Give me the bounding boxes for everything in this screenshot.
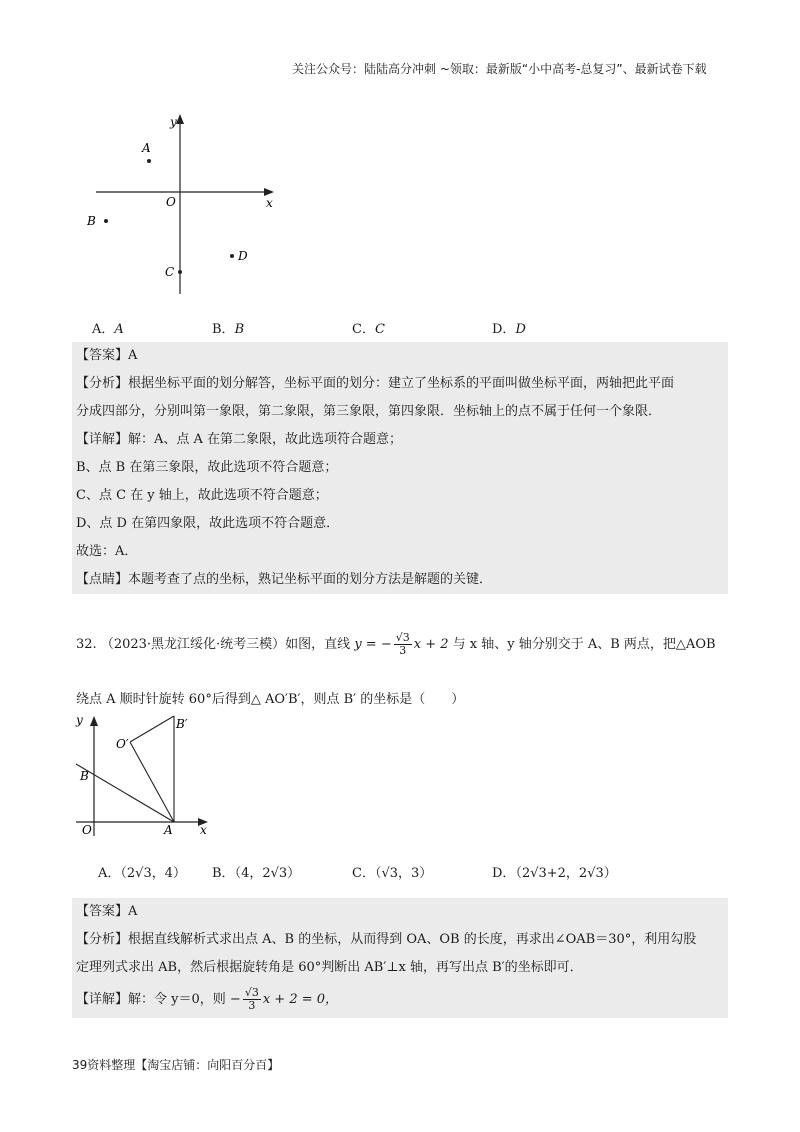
q31-point-a xyxy=(147,159,151,163)
q32-source: （2023·黑龙江绥化·统考三模）如图，直线 xyxy=(100,637,351,652)
q32-stem-line-1 xyxy=(76,630,716,660)
q31-comment: 【点睛】本题考查了点的坐标，熟记坐标平面的划分方法是解题的关键． xyxy=(76,572,493,587)
q32-solution xyxy=(72,898,728,1018)
footer-note: 39资料整理【淘宝店铺：向阳百分百】 xyxy=(72,1058,280,1072)
q32-equation-rhs: x + 2 xyxy=(413,637,449,652)
q31-detail-line-5: 故选：A． xyxy=(76,544,138,559)
q31-detail-line-1: 【详解】解：A、点 A 在第二象限，故此选项符合题意； xyxy=(76,432,403,447)
q31-point-b xyxy=(104,219,108,223)
q32-option-a: A．（2√3，4） xyxy=(98,866,186,881)
q32-equation-lhs: y = − xyxy=(354,637,392,652)
q32-equation-fraction: $\frac{√3}{3}$ xyxy=(395,631,410,657)
q32-line-ab xyxy=(76,764,174,822)
q32-detail-line-1: 【详解】解：令 y＝0，则 − $\frac{√3}{3}$ x + 2 = 0， xyxy=(76,986,339,1012)
q31-y-arrow xyxy=(176,114,184,124)
q32-y-label: y xyxy=(76,713,83,727)
q32-y-arrow xyxy=(90,716,98,726)
q32-option-c: C．（√3，3） xyxy=(352,866,433,881)
q31-y-label: y xyxy=(170,115,177,129)
q32-segment-ao-prime xyxy=(130,742,174,822)
q32-option-b: B．（4，2√3） xyxy=(212,866,301,881)
q31-option-b: B．B xyxy=(212,322,245,337)
q32-point-a-label: A xyxy=(164,823,173,837)
q31-detail-line-2: B、点 B 在第三象限，故此选项不符合题意； xyxy=(76,460,338,475)
q32-detail-fraction: $\frac{√3}{3}$ xyxy=(244,986,259,1012)
q32-stem-line-2: 绕点 A 顺时针旋转 60°后得到△ AO′B′，则点 B′ 的坐标是（ ） xyxy=(76,692,465,707)
header-note: 关注公众号：陆陆高分冲刺 ~领取：最新版“小中高考-总复习”、最新试卷下载 xyxy=(292,62,707,76)
q31-detail-line-3: C、点 C 在 y 轴上，故此选项不符合题意； xyxy=(76,488,328,503)
q31-point-c-label: C xyxy=(165,265,175,279)
q31-analysis-line-1: 【分析】根据坐标平面的划分解答，坐标平面的划分：建立了坐标系的平面叫做坐标平面，两轴把此平面 xyxy=(76,376,675,391)
q32-number: 32. xyxy=(76,637,97,652)
q32-analysis-line-1: 【分析】根据直线解析式求出点 A、B 的坐标，从而得到 OA、OB 的长度，再求出∠OAB＝30°，利用勾股 xyxy=(76,932,697,947)
q31-origin-label: O xyxy=(166,195,176,209)
q31-point-c xyxy=(178,270,182,274)
q31-point-d xyxy=(230,254,234,258)
q31-solution xyxy=(72,342,728,594)
q31-detail-line-4: D、点 D 在第四象限，故此选项不符合题意． xyxy=(76,516,340,531)
q31-point-b-label: B xyxy=(87,214,96,228)
q32-analysis-line-2: 定理列式求出 AB，然后根据旋转角是 60°判断出 AB′⊥x 轴，再写出点 B′的坐标即可． xyxy=(76,960,583,975)
q32-segment-o-prime-b-prime xyxy=(130,716,174,742)
q31-point-d-label: D xyxy=(238,249,248,263)
q31-option-c: C．C xyxy=(352,322,385,337)
q32-answer: 【答案】A xyxy=(76,904,138,919)
q31-coordinate-figure xyxy=(80,110,300,305)
q32-rotation-figure xyxy=(72,710,222,840)
q32-stem-line-1b: 与 x 轴、y 轴分别交于 A、B 两点，把△AOB xyxy=(452,637,716,652)
q32-point-b-prime-label: B′ xyxy=(176,717,188,731)
q31-analysis-line-2: 分成四部分，分别叫第一象限，第二象限，第三象限，第四象限．坐标轴上的点不属于任何一个象限． xyxy=(76,404,662,419)
q31-x-arrow xyxy=(264,188,274,196)
q31-point-a-label: A xyxy=(142,141,151,155)
q32-origin-label: O xyxy=(82,823,92,837)
q31-x-label: x xyxy=(266,196,273,210)
q32-point-o-prime-label: O′ xyxy=(116,737,129,751)
q31-option-a: A．A xyxy=(92,322,124,337)
q32-option-d: D．（2√3+2，2√3） xyxy=(492,866,617,881)
q31-answer: 【答案】A xyxy=(76,348,138,363)
q31-option-d: D．D xyxy=(492,322,526,337)
q32-point-b-label: B xyxy=(80,769,89,783)
q32-x-label: x xyxy=(200,823,207,837)
